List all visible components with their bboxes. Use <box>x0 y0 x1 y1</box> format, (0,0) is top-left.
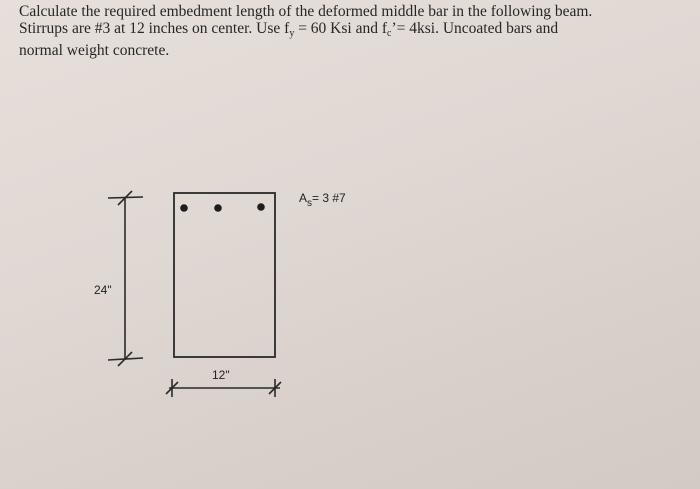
steel-area-subscript: s <box>307 198 313 209</box>
steel-area-value: = 3 #7 <box>312 191 346 205</box>
width-label: 12" <box>212 368 230 382</box>
beam-section-outline <box>174 193 275 357</box>
problem-line-2-part-c: ’= 4ksi. Uncoated bars and <box>391 20 559 37</box>
problem-line-1: Calculate the required embedment length of the deformed middle bar in the following beam. <box>19 3 593 20</box>
problem-line-2-part-a: Stirrups are #3 at 12 inches on center. Use f <box>19 20 290 37</box>
problem-line-2-part-b: = 60 Ksi and f <box>294 20 388 37</box>
fc-subscript: c <box>387 28 392 39</box>
height-label: 24" <box>94 283 112 297</box>
rebar-left <box>180 204 188 212</box>
fy-subscript: y <box>289 28 295 39</box>
problem-line-3: normal weight concrete. <box>19 42 170 59</box>
rebar-middle <box>214 204 222 212</box>
rebar-right <box>257 203 265 211</box>
steel-area-label <box>299 191 346 209</box>
steel-area-symbol: A <box>299 191 308 205</box>
